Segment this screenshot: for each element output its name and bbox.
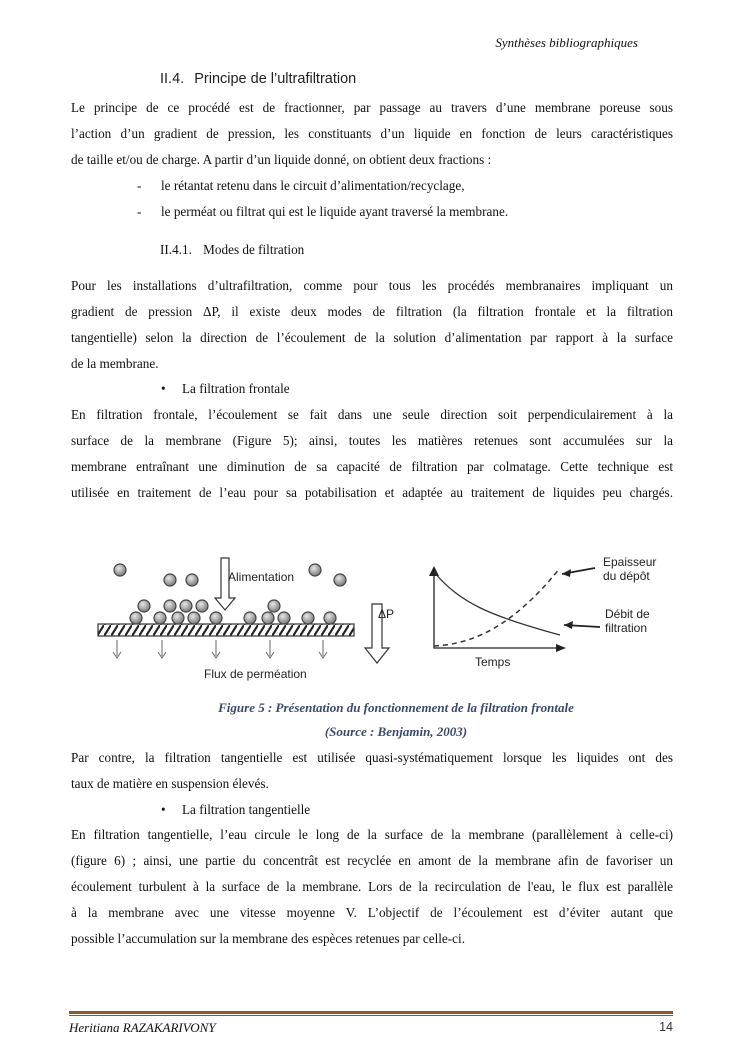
subsection-heading: [160, 242, 304, 258]
running-header: Synthèses bibliographiques: [495, 35, 638, 50]
tangentielle-line-1: En filtration tangentielle, l’eau circule le long de la surface de la membrane (parallèlement à celle-ci): [71, 827, 673, 842]
permeate-arrows: [113, 640, 327, 658]
tangentielle-line-4: à la membrane avec une vitesse moyenne V. L’objectif de l’écoulement est d’éviter autant que: [71, 905, 673, 920]
contrast-line-2: taux de matière en suspension élevés.: [71, 776, 269, 791]
deposit-curve: [434, 568, 560, 646]
label-debit-2: filtration: [605, 621, 648, 635]
label-flux-permeation: Flux de perméation: [204, 667, 307, 681]
subsection-title: Modes de filtration: [203, 242, 305, 257]
membrane-bar: [98, 624, 354, 636]
label-epaisseur-2: du dépôt: [603, 569, 650, 583]
frontale-line-4: utilisée en traitement de l’eau pour sa potabilisation et adaptée au traitement de liquides peu chargés.: [71, 485, 673, 500]
label-delta-p: ΔP: [378, 607, 395, 621]
bullet-heading-frontale: [161, 381, 290, 397]
y-axis-arrowhead: [429, 566, 439, 576]
figure-source: (Source : Benjamin, 2003): [324, 724, 468, 739]
modes-line-3: tangentielle) selon la direction de l’écoulement de la solution d’alimentation par rapport à la surface: [71, 330, 673, 345]
dash-marker: -: [137, 204, 142, 219]
list-item: [137, 173, 465, 199]
label-epaisseur-1: Epaisseur: [603, 555, 657, 569]
chart-axes: [434, 570, 560, 648]
modes-line-4: de la membrane.: [71, 356, 159, 371]
list-item-text: le rétantat retenu dans le circuit d’alimentation/recyclage,: [161, 178, 465, 193]
figure-caption: Figure 5 : Présentation du fonctionnement de la filtration frontale: [218, 700, 574, 715]
label-temps: Temps: [475, 655, 511, 669]
feed-arrow: [215, 558, 235, 610]
label-alimentation: Alimentation: [228, 570, 295, 584]
list-item-text: le perméat ou filtrat qui est le liquide ayant traversé la membrane.: [161, 204, 509, 219]
flux-curve: [434, 572, 560, 635]
bullet-heading-tangentielle: [161, 802, 310, 818]
bullet-marker: •: [161, 381, 166, 396]
dash-marker: -: [137, 178, 142, 193]
bullet-heading-text: La filtration frontale: [182, 381, 290, 396]
list-item: [137, 199, 508, 225]
frontal-membrane-schematic: [98, 558, 394, 681]
bullet-heading-text: La filtration tangentielle: [182, 802, 311, 817]
intro-line-1: Le principe de ce procédé est de fractionner, par passage au travers d’une membrane poreuse sous: [71, 100, 673, 115]
section-number: II.4.: [160, 71, 185, 87]
frontale-line-1: En filtration frontale, l’écoulement se fait dans une seule direction soit perpendiculairement à la: [71, 407, 673, 422]
intro-line-2: l’action d’un gradient de pression, les constituants d’un liquide en fonction de leurs caractéristiques: [71, 126, 673, 141]
modes-line-2: gradient de pression ΔP, il existe deux modes de filtration (la filtration frontale et la filtration: [71, 304, 673, 319]
figure-5-diagram: [90, 548, 680, 690]
contrast-line-1: Par contre, la filtration tangentielle est utilisée quasi-systématiquement lorsque les liquides ont des: [71, 750, 673, 765]
x-axis-arrowhead: [556, 644, 566, 652]
frontale-line-2: surface de la membrane (Figure 5); ainsi, toutes les matières retenues sont accumulées sur la: [71, 433, 673, 448]
subsection-number: II.4.1.: [160, 242, 192, 257]
intro-line-3: de taille et/ou de charge. A partir d’un liquide donné, on obtient deux fractions :: [71, 152, 492, 167]
modes-line-1: Pour les installations d’ultrafiltration, comme pour tous les procédés membranaires impliquant un: [71, 278, 673, 293]
page-number: 14: [659, 1020, 673, 1034]
time-evolution-chart: [429, 555, 656, 669]
tangentielle-line-2: (figure 6) ; ainsi, une partie du concentrât est recyclée en amont de la membrane afin de favoriser un: [71, 853, 673, 868]
tangentielle-line-3: écoulement turbulent à la surface de la membrane. Lors de la recirculation de l'eau, le flux est parallèle: [71, 879, 673, 894]
frontale-line-3: membrane entraînant une diminution de sa capacité de filtration par colmatage. Cette technique est: [71, 459, 673, 474]
section-heading: [160, 71, 356, 87]
tangentielle-line-5: possible l’accumulation sur la membrane des espèces retenues par celle-ci.: [71, 931, 465, 946]
footer-rule: [69, 1011, 673, 1014]
label-debit-1: Débit de: [605, 607, 650, 621]
section-title: Principe de l’ultrafiltration: [194, 71, 357, 87]
footer-author: Heritiana RAZAKARIVONY: [69, 1020, 216, 1035]
bullet-marker: •: [161, 802, 166, 817]
footer-rule-thin: [69, 1015, 673, 1016]
